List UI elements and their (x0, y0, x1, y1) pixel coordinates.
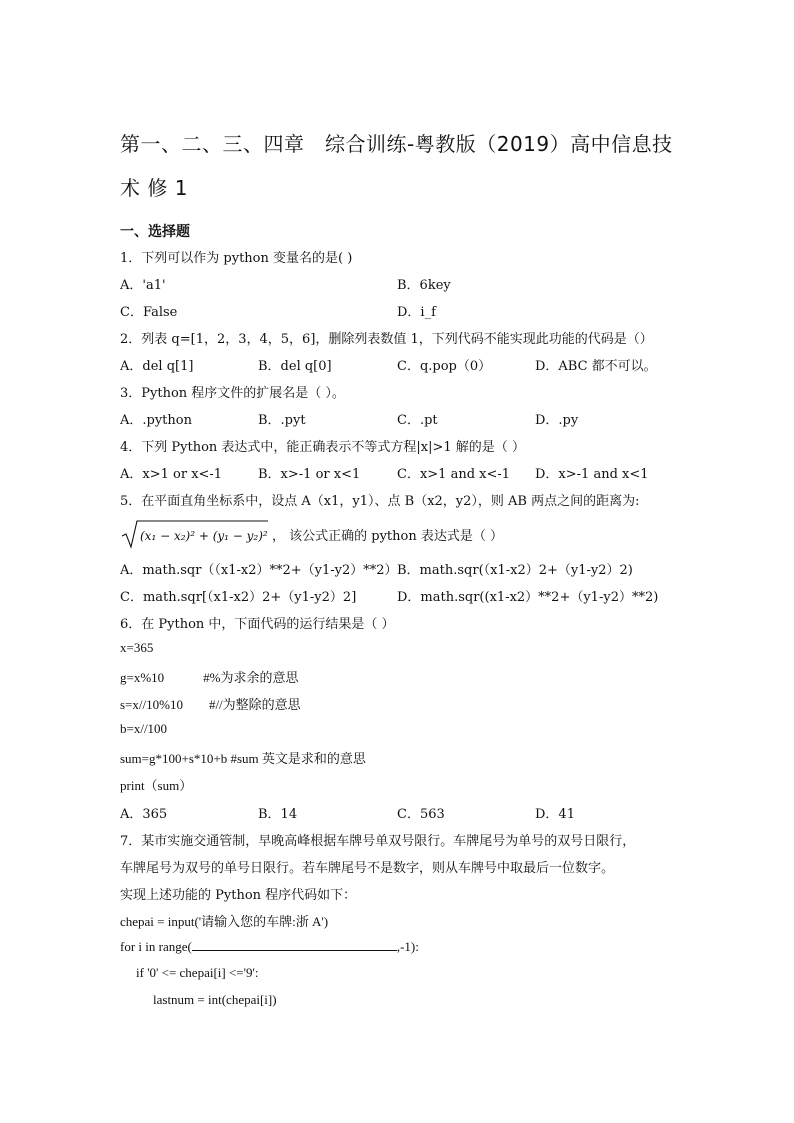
q7-code-for-end: ,-1): (396, 939, 419, 954)
distance-formula (120, 518, 270, 554)
question-6-stem: 6．在 Python 中，下面代码的运行结果是（ ） (120, 617, 395, 632)
q2-option-a: A．del q[1] (120, 359, 194, 374)
section-heading: 一、选择题 (120, 224, 190, 240)
q7-code-line: lastnum = int(chepai[i]) (153, 992, 277, 1007)
q6-option-b: B．14 (258, 807, 298, 822)
page-title: 第一、二、三、四章 综合训练-粤教版（2019）高中信息技术 修 1 (120, 132, 673, 200)
q6-code-line: g=x%10 #%为求余的意思 (120, 670, 299, 685)
q4-option-c: C．x>1 and x<-1 (397, 467, 511, 482)
question-7-stem-line2: 车牌尾号为双号的单号日限行。若车牌尾号不是数字，则从车牌号中取最后一位数字。 (120, 861, 615, 876)
q5-option-b: B．math.sqr(（x1-x2）2+（y1-y2）2) (397, 563, 633, 578)
q4-option-b: B．x>-1 or x<1 (258, 467, 361, 482)
q3-option-a: A．.python (120, 413, 192, 428)
q4-option-a: A．x>1 or x<-1 (120, 467, 223, 482)
q6-option-c: C．563 (397, 807, 445, 822)
q6-code-line: x=365 (120, 640, 154, 655)
q7-code-line: chepai = input('请输入您的车牌:浙 A') (120, 914, 329, 929)
q5-formula-tail: ， 该公式正确的 python 表达式是（ ） (272, 529, 503, 544)
sqrt-formula-image (120, 518, 270, 550)
q2-option-c: C．q.pop（0） (397, 359, 492, 374)
svg-text:(x₁ − x₂)² + (y₁ − y₂)²: (x₁ − x₂)² + (y₁ − y₂)² (140, 529, 268, 543)
q1-option-b: B．6key (397, 278, 451, 293)
question-3-stem: 3．Python 程序文件的扩展名是（ ）。 (120, 386, 345, 401)
q7-code-line: if '0' <= chepai[i] <='9': (136, 965, 259, 980)
q5-option-d: D．math.sqr((x1-x2）**2+（y1-y2）**2) (397, 590, 659, 605)
q1-option-c: C．False (120, 305, 178, 320)
q6-code-line: s=x//10%10 #//为整除的意思 (120, 697, 301, 712)
q6-code-line: b=x//100 (120, 721, 168, 736)
q5-option-a: A．math.sqr（（x1-x2）**2+（y1-y2）**2） (120, 563, 398, 578)
q3-option-b: B．.pyt (258, 413, 306, 428)
question-4-stem: 4．下列 Python 表达式中，能正确表示不等式方程|x|>1 解的是（ ） (120, 440, 525, 455)
q2-option-d: D．ABC 都不可以。 (535, 359, 657, 374)
q6-code-line: sum=g*100+s*10+b #sum 英文是求和的意思 (120, 751, 366, 766)
q3-option-c: C．.pt (397, 413, 438, 428)
question-7-stem-line1: 7．某市实施交通管制，早晚高峰根据车牌号单双号限行。车牌尾号为单号的双号日限行， (120, 834, 636, 849)
q6-option-d: D．41 (535, 807, 575, 822)
q1-option-d: D．i_f (397, 305, 436, 320)
question-5-stem: 5．在平面直角坐标系中，设点 A（x1，y1）、点 B（x2，y2），则 AB 两点之间的距离为: (120, 494, 640, 509)
answer-blank (192, 938, 397, 951)
question-7-stem-line3: 实现上述功能的 Python 程序代码如下： (120, 888, 357, 903)
q3-option-d: D．.py (535, 413, 579, 428)
q6-option-a: A．365 (120, 807, 168, 822)
q6-code-line: print（sum） (120, 778, 193, 793)
q2-option-b: B．del q[0] (258, 359, 332, 374)
q7-code-line-for (120, 938, 419, 955)
question-2-stem: 2．列表 q=[1，2，3，4，5，6]，删除列表数值 1，下列代码不能实现此功能的代码是（） (120, 332, 653, 347)
q1-option-a: A．'a1' (120, 278, 166, 293)
q5-option-c: C．math.sqr[（x1-x2）2+（y1-y2）2] (120, 590, 357, 605)
q4-option-d: D．x>-1 and x<1 (535, 467, 649, 482)
q7-code-for-start: for i in range( (120, 939, 192, 954)
question-1-stem: 1．下列可以作为 python 变量名的是( ) (120, 251, 353, 266)
